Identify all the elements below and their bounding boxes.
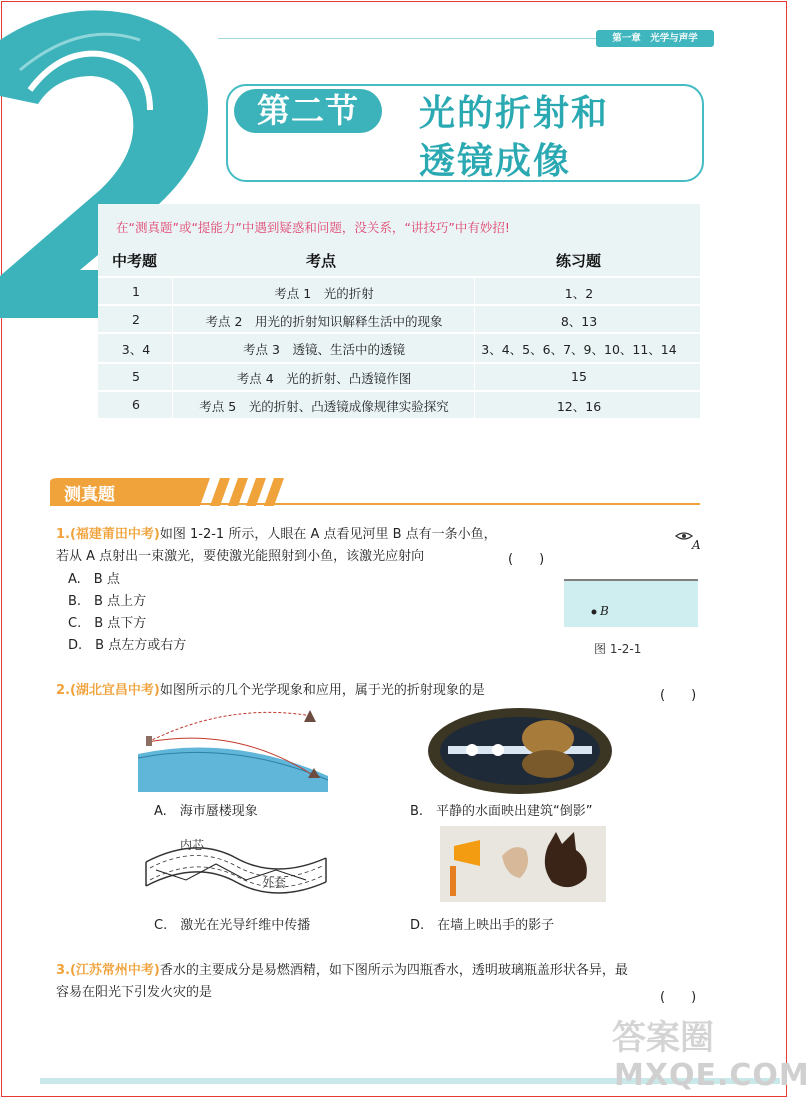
table-column-divider <box>172 276 173 418</box>
table-header-exam: 中考题 <box>112 252 158 270</box>
table-cell-exam: 5 <box>132 369 140 384</box>
table-cell-practice: 1、2 <box>564 286 594 301</box>
table-cell-exam: 2 <box>132 312 140 327</box>
watermark-url: MXQE.COM <box>614 1058 810 1093</box>
section-underline <box>50 503 700 505</box>
table-cell-exam: 3、4 <box>121 342 151 357</box>
table-cell-practice: 12、16 <box>556 399 602 414</box>
table-cell-practice: 15 <box>571 369 587 384</box>
question-text-line-2: 容易在阳光下引发火灾的是 <box>56 985 213 1000</box>
table-divider <box>98 304 700 306</box>
option-a: A. 海市蜃楼现象 <box>154 804 258 819</box>
watermark-logo: 答案圈 <box>612 1018 714 1058</box>
answer-bracket: ( ) <box>660 688 697 703</box>
table-divider <box>98 390 700 392</box>
question-text-line-1: 香水的主要成分是易燃酒精，如下图所示为四瓶香水，透明玻璃瓶盖形状各异，最 <box>159 963 628 978</box>
table-cell-point: 考点 5 光的折射、凸透镜成像规律实验探究 <box>199 399 449 414</box>
table-cell-point: 考点 3 透镜、生活中的透镜 <box>243 342 405 357</box>
question-number: 2. <box>56 683 70 698</box>
question-1 <box>56 524 556 568</box>
question-text-line-1: 如图 1-2-1 所示，人眼在 A 点看见河里 B 点有一条小鱼， <box>159 527 497 542</box>
table-header-point: 考点 <box>306 252 337 270</box>
table-divider <box>98 362 700 364</box>
option-d: D. B 点左方或右方 <box>68 638 187 653</box>
question-number: 1. <box>56 527 70 542</box>
section-title: 测真题 <box>64 485 115 505</box>
table-cell-point: 考点 2 用光的折射知识解释生活中的现象 <box>205 314 443 329</box>
table-divider <box>98 332 700 334</box>
image-mirage <box>138 706 328 792</box>
table-column-divider <box>474 276 475 418</box>
option-b: B. B 点上方 <box>68 594 147 609</box>
section-number-pill: 第二节 <box>234 89 382 133</box>
table-cell-point: 考点 1 光的折射 <box>274 286 374 301</box>
chapter-badge: 第一章 光学与声学 <box>596 30 714 47</box>
answer-bracket: ( ) <box>660 990 697 1005</box>
question-number: 3. <box>56 963 70 978</box>
figure-caption: 图 1-2-1 <box>594 642 642 656</box>
tip-text: 在“测真题”或“提能力”中遇到疑惑和问题，没关系，“讲技巧”中有妙招! <box>116 220 510 235</box>
title-line-1: 光的折射和 <box>419 93 610 134</box>
table-header-practice: 练习题 <box>556 252 602 270</box>
question-text-line-2: 若从 A 点射出一束激光，要使激光能照射到小鱼，该激光应射向 <box>56 549 425 564</box>
table-divider <box>98 276 700 278</box>
question-source: (湖北宜昌中考) <box>69 683 160 698</box>
question-source: (福建莆田中考) <box>69 527 160 542</box>
page-title <box>419 90 689 186</box>
table-cell-practice: 3、4、5、6、7、9、10、11、14 <box>481 342 677 357</box>
option-c: C. B 点下方 <box>68 616 147 631</box>
fiber-core-label: 内芯 <box>180 838 205 852</box>
table-cell-practice: 8、13 <box>560 314 598 329</box>
question-source: (江苏常州中考) <box>69 963 160 978</box>
figure-eye-fish <box>560 524 700 634</box>
question-3 <box>56 960 706 1004</box>
option-c: C. 激光在光导纤维中传播 <box>154 918 311 933</box>
figure-label-b: B <box>600 604 609 618</box>
table-cell-exam: 6 <box>132 397 140 412</box>
answer-bracket: ( ) <box>508 552 545 567</box>
option-b: B. 平静的水面映出建筑“倒影” <box>410 804 593 819</box>
question-2 <box>56 680 485 702</box>
figure-label-a: A <box>692 538 701 552</box>
image-water-reflection <box>428 708 612 794</box>
table-cell-point: 考点 4 光的折射、凸透镜作图 <box>236 371 412 386</box>
table-cell-exam: 1 <box>132 284 140 299</box>
header-rule <box>218 38 596 39</box>
question-text: 如图所示的几个光学现象和应用，属于光的折射现象的是 <box>159 683 485 698</box>
option-d: D. 在墙上映出手的影子 <box>410 918 555 933</box>
fiber-jacket-label: 外套 <box>262 876 287 890</box>
option-a: A. B 点 <box>68 572 120 587</box>
image-hand-shadow <box>440 826 606 902</box>
title-line-2: 透镜成像 <box>419 141 572 182</box>
image-optical-fiber <box>136 836 336 896</box>
